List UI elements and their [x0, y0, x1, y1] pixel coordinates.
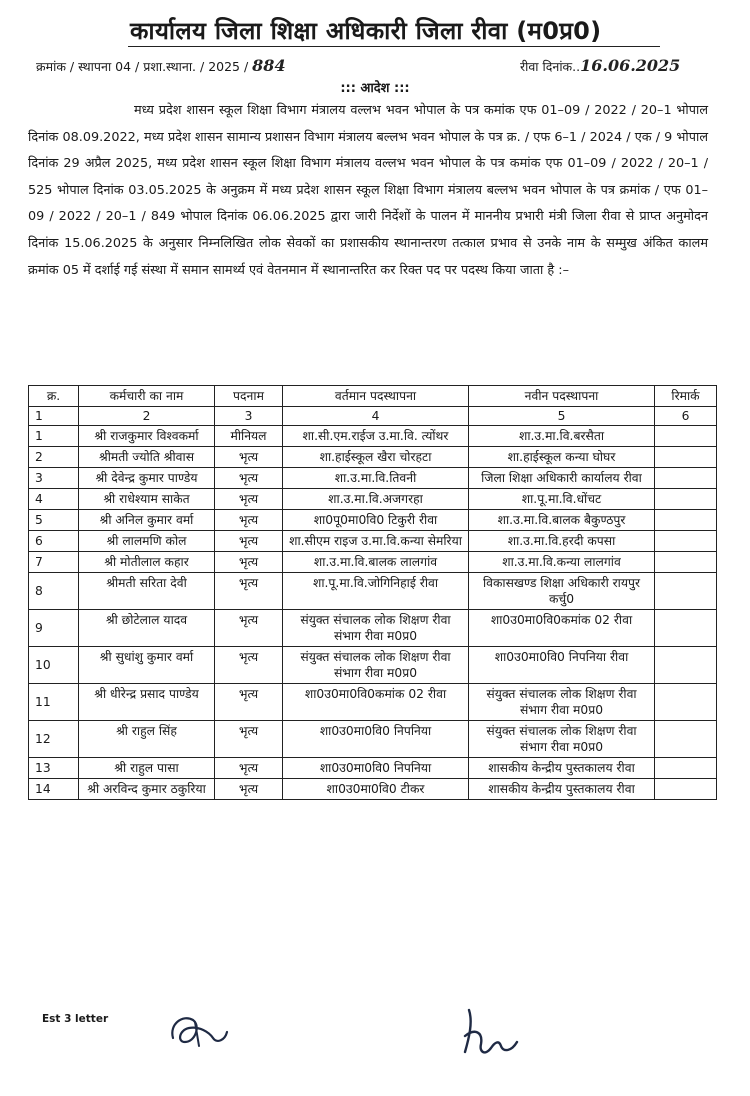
title-underline: [128, 46, 660, 47]
table-row: [29, 721, 717, 758]
initials-signature-icon: [165, 1008, 235, 1054]
employee-name: श्री सुधांशु कुमार वर्मा: [79, 647, 215, 684]
designation: भृत्य: [215, 531, 283, 552]
current-posting: शा0पू0मा0वि0 टिकुरी रीवा: [283, 510, 469, 531]
date-prefix: रीवा दिनांक..: [520, 59, 581, 74]
current-posting: संयुक्त संचालक लोक शिक्षण रीवा संभाग रीवा म0प्र0: [283, 647, 469, 684]
issue-date-line: [520, 56, 680, 75]
table-row: [29, 489, 717, 510]
new-posting: शा.उ.मा.वि.बरसैता: [469, 426, 655, 447]
new-posting: शा.पू.मा.वि.धोंचट: [469, 489, 655, 510]
table-row: [29, 684, 717, 721]
employee-name: श्री छोटेलाल यादव: [79, 610, 215, 647]
new-posting: विकासखण्ड शिक्षा अधिकारी रायपुर कर्चु0: [469, 573, 655, 610]
order-body-paragraph: मध्य प्रदेश शासन स्कूल शिक्षा विभाग मंत्रालय वल्लभ भवन भोपाल के पत्र कमांक एफ 01–09 / 2022 / 20–1 भोपाल दिनांक 08.09.2022, मध्य प्रदेश शासन सामान्य प्रशासन विभाग मंत्रालय बल्लभ भवन भोपाल के पत्र क्र. / एफ 6–1 / 2024 / एक / 9 भोपाल दिनांक 29 अप्रैल 2025, मध्य प्रदेश शासन स्कूल शिक्षा विभाग मंत्रालय वल्लभ भवन भोपाल के पत्र कमांक एफ 01–09 / 2022 / 20–1 / 525 भोपाल दिनांक 03.05.2025 के अनुक्रम में मध्य प्रदेश शासन स्कूल शिक्षा विभाग मंत्रालय बल्लभ भवन भोपाल के पत्र क्रमांक / एफ 01–09 / 2022 / 20–1 / 849 भोपाल दिनांक 06.06.2025 द्वारा जारी निर्देशों के पालन में माननीय प्रभारी मंत्री जिला रीवा से प्राप्त अनुमोदन दिनांक 15.06.2025 के अनुसार निम्नलिखित लोक सेवकों का प्रशासकीय स्थानान्तरण तत्काल प्रभाव से उनके नाम के सम्मुख अंकित कालम क्रमांक 05 में दर्शाई गई संस्था में समान सामर्थ्य एवं वेतनमान में स्थानान्तरित कर रिक्त पद पर पदस्थ किया जाता है :–: [28, 103, 708, 278]
current-posting: शा0उ0मा0वि0कमांक 02 रीवा: [283, 684, 469, 721]
table-row: [29, 758, 717, 779]
current-posting: शा.हाईस्कूल खैरा चोरहटा: [283, 447, 469, 468]
new-posting: शासकीय केन्द्रीय पुस्तकालय रीवा: [469, 758, 655, 779]
transfer-table: [28, 385, 717, 800]
remark: [655, 531, 717, 552]
row-serial: 14: [29, 779, 79, 800]
designation: भृत्य: [215, 489, 283, 510]
table-row: [29, 510, 717, 531]
office-title: कार्यालय जिला शिक्षा अधिकारी जिला रीवा (म0प्र0): [130, 17, 602, 45]
designation: भृत्य: [215, 684, 283, 721]
current-posting: शा.सी.एम.राईज उ.मा.वि. त्योंथर: [283, 426, 469, 447]
row-serial: 9: [29, 610, 79, 647]
row-serial: 7: [29, 552, 79, 573]
row-serial: 3: [29, 468, 79, 489]
employee-name: श्री धीरेन्द्र प्रसाद पाण्डेय: [79, 684, 215, 721]
designation: भृत्य: [215, 552, 283, 573]
remark: [655, 684, 717, 721]
row-serial: 6: [29, 531, 79, 552]
current-posting: शा0उ0मा0वि0 टीकर: [283, 779, 469, 800]
footer-note: Est 3 letter: [42, 1013, 109, 1025]
remark: [655, 758, 717, 779]
table-row: [29, 531, 717, 552]
employee-name: श्री राहुल सिंह: [79, 721, 215, 758]
column-index-row: [29, 407, 717, 426]
designation: भृत्य: [215, 447, 283, 468]
remark: [655, 721, 717, 758]
remark: [655, 779, 717, 800]
employee-name: श्रीमती सरिता देवी: [79, 573, 215, 610]
row-serial: 1: [29, 426, 79, 447]
table-row: [29, 610, 717, 647]
current-posting: शा.सीएम राइज उ.मा.वि.कन्या सेमरिया: [283, 531, 469, 552]
employee-name: श्री अरविन्द कुमार ठकुरिया: [79, 779, 215, 800]
new-posting: शा.उ.मा.वि.हरदी कपसा: [469, 531, 655, 552]
employee-name: श्री अनिल कुमार वर्मा: [79, 510, 215, 531]
remark: [655, 610, 717, 647]
designation: भृत्य: [215, 468, 283, 489]
row-serial: 11: [29, 684, 79, 721]
designation: भृत्य: [215, 758, 283, 779]
new-posting: शा0उ0मा0वि0 निपनिया रीवा: [469, 647, 655, 684]
column-index: 2: [79, 407, 215, 426]
header-remark: रिमार्क: [655, 386, 717, 407]
designation: भृत्य: [215, 647, 283, 684]
row-serial: 8: [29, 573, 79, 610]
column-index: 4: [283, 407, 469, 426]
designation: भृत्य: [215, 721, 283, 758]
header-current-posting: वर्तमान पदस्थापना: [283, 386, 469, 407]
new-posting: संयुक्त संचालक लोक शिक्षण रीवा संभाग रीवा म0प्र0: [469, 721, 655, 758]
new-posting: शा.उ.मा.वि.बालक बैकुण्ठपुर: [469, 510, 655, 531]
remark: [655, 489, 717, 510]
designation: मीनियल: [215, 426, 283, 447]
header-new-posting: नवीन पदस्थापना: [469, 386, 655, 407]
table-row: [29, 552, 717, 573]
designation: भृत्य: [215, 573, 283, 610]
remark: [655, 447, 717, 468]
new-posting: शा.हाईस्कूल कन्या घोघर: [469, 447, 655, 468]
current-posting: शा.उ.मा.वि.बालक लालगांव: [283, 552, 469, 573]
table-row: [29, 779, 717, 800]
table-row: [29, 468, 717, 489]
order-heading: ::: आदेश :::: [340, 81, 410, 96]
column-index: 5: [469, 407, 655, 426]
table-row: [29, 573, 717, 610]
column-index: 3: [215, 407, 283, 426]
handwritten-reference-number: 884: [252, 56, 286, 75]
new-posting: शा0उ0मा0वि0कमांक 02 रीवा: [469, 610, 655, 647]
table-row: [29, 647, 717, 684]
designation: भृत्य: [215, 779, 283, 800]
handwritten-date: 16.06.2025: [580, 56, 681, 75]
new-posting: संयुक्त संचालक लोक शिक्षण रीवा संभाग रीवा म0प्र0: [469, 684, 655, 721]
current-posting: शा.उ.मा.वि.तिवनी: [283, 468, 469, 489]
row-serial: 5: [29, 510, 79, 531]
designation: भृत्य: [215, 510, 283, 531]
reference-prefix: क्रमांक / स्थापना 04 / प्रशा.स्थाना. / 2025 /: [36, 59, 249, 74]
header-serial: क्र.: [29, 386, 79, 407]
header-designation: पदनाम: [215, 386, 283, 407]
employee-name: श्रीमती ज्योति श्रीवास: [79, 447, 215, 468]
row-serial: 13: [29, 758, 79, 779]
new-posting: शा.उ.मा.वि.कन्या लालगांव: [469, 552, 655, 573]
current-posting: शा0उ0मा0वि0 निपनिया: [283, 721, 469, 758]
employee-name: श्री राधेश्याम साकेत: [79, 489, 215, 510]
current-posting: संयुक्त संचालक लोक शिक्षण रीवा संभाग रीवा म0प्र0: [283, 610, 469, 647]
table-header-row: [29, 386, 717, 407]
employee-name: श्री राहुल पासा: [79, 758, 215, 779]
new-posting: जिला शिक्षा अधिकारी कार्यालय रीवा: [469, 468, 655, 489]
row-serial: 2: [29, 447, 79, 468]
designation: भृत्य: [215, 610, 283, 647]
remark: [655, 573, 717, 610]
remark: [655, 552, 717, 573]
new-posting: शासकीय केन्द्रीय पुस्तकालय रीवा: [469, 779, 655, 800]
table-body: [29, 426, 717, 800]
employee-name: श्री देवेन्द्र कुमार पाण्डेय: [79, 468, 215, 489]
remark: [655, 426, 717, 447]
column-index: 6: [655, 407, 717, 426]
reference-number-line: [36, 56, 286, 75]
employee-name: श्री राजकुमार विश्वकर्मा: [79, 426, 215, 447]
table-row: [29, 426, 717, 447]
officer-signature-icon: [455, 1002, 545, 1062]
remark: [655, 510, 717, 531]
row-serial: 10: [29, 647, 79, 684]
table-row: [29, 447, 717, 468]
current-posting: शा0उ0मा0वि0 निपनिया: [283, 758, 469, 779]
current-posting: शा.उ.मा.वि.अजगरहा: [283, 489, 469, 510]
employee-name: श्री लालमणि कोल: [79, 531, 215, 552]
header-employee-name: कर्मचारी का नाम: [79, 386, 215, 407]
row-serial: 4: [29, 489, 79, 510]
current-posting: शा.पू.मा.वि.जोगिनिहाई रीवा: [283, 573, 469, 610]
column-index: 1: [29, 407, 79, 426]
remark: [655, 647, 717, 684]
employee-name: श्री मोतीलाल कहार: [79, 552, 215, 573]
row-serial: 12: [29, 721, 79, 758]
remark: [655, 468, 717, 489]
